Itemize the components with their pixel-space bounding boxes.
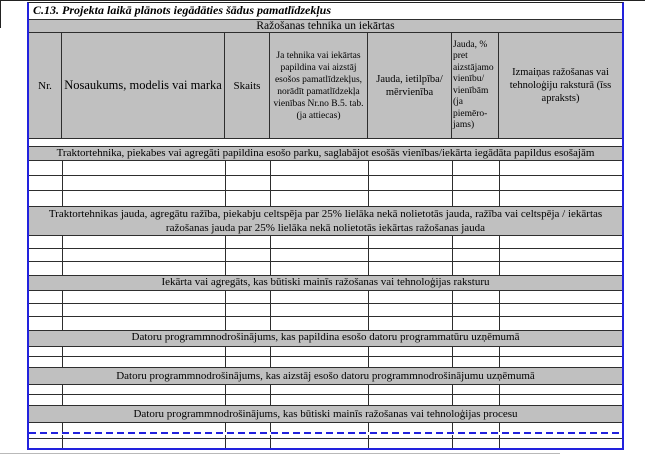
table-row[interactable] [29, 161, 622, 176]
col-header-production-changes: Izmaiņas ražošanas vai tehnoloģiju raksturā (īss apraksts) [509, 67, 612, 104]
col-header-replacement-ref: Ja tehnika vai iekārtas papildina vai aizstāj esošos pamatlīdzekļus, norādīt pamatlīdzekļa vienības Nr.no B.5. tab. (ja attiecas) [270, 33, 368, 138]
table-row[interactable] [29, 249, 622, 262]
table-row[interactable] [29, 176, 622, 191]
spacer-row [29, 139, 622, 146]
table-row[interactable] [29, 385, 622, 395]
table-row[interactable] [29, 357, 622, 367]
table-row[interactable] [29, 317, 622, 330]
table-row[interactable] [29, 347, 622, 357]
section-header-tractor-capacity: Traktortehnikas jauda, agregātu ražība, piekabju celtspēja par 25% lielāka nekā nolietotās jauda, ražība vai celtspēja / iekārtas ražošanas jauda par 25% lielāka nekā nolietotās iekārtas ražošanas jauda [29, 206, 622, 236]
col-header-nr: Nr. [29, 33, 62, 138]
page-top-border [0, 0, 645, 1]
col-header-capacity-unit: Jauda, ietilpība/ mērvienība [368, 33, 452, 138]
fixed-assets-table [27, 2, 624, 450]
table-row[interactable] [29, 304, 622, 317]
table-header-row [29, 33, 622, 139]
section-header-software-replacement: Datoru programmnodrošinājums, kas aizstāj esošo datoru programmnodrošinājumu uzņēmumā [29, 367, 622, 385]
col-header-quantity: Skaits [225, 33, 270, 138]
section-header-equipment-change: Iekārta vai agregāts, kas būtiski mainīs ražošanas vai tehnoloģijas raksturu [29, 275, 622, 291]
page-left-border [0, 0, 1, 28]
section-header-software-addition: Datoru programmnodrošinājums, kas papildina esošo datoru programmatūru uzņēmumā [29, 330, 622, 347]
col-header-capacity-percent: Jauda, % pret aizstājamo vienību/ vienībām (ja piemēro- jams) [452, 33, 499, 138]
table-row[interactable] [29, 191, 622, 206]
bottom-edge-line [0, 453, 560, 454]
table-row[interactable] [29, 236, 622, 249]
table-row[interactable] [29, 423, 622, 432]
table-row[interactable] [29, 395, 622, 405]
table-row[interactable] [29, 439, 622, 448]
col-header-name-model: Nosaukums, modelis vai marka [62, 33, 225, 138]
table-title: C.13. Projekta laikā plānots iegādāties šādus pamatlīdzekļus [33, 3, 332, 17]
section-header-tractor-additions: Traktortehnika, piekabes vai agregāti papildina esošo parku, saglabājot esošās vienības/iekārta iegādāta papildus esošajām [29, 146, 622, 161]
table-row[interactable] [29, 291, 622, 304]
table-caption: Ražošanas tehnika un iekārtas [29, 19, 622, 33]
table-row[interactable] [29, 262, 622, 275]
section-header-software-process-change: Datoru programmnodrošinājums, kas būtiski mainīs ražošanas vai tehnoloģijas procesu [29, 405, 622, 423]
